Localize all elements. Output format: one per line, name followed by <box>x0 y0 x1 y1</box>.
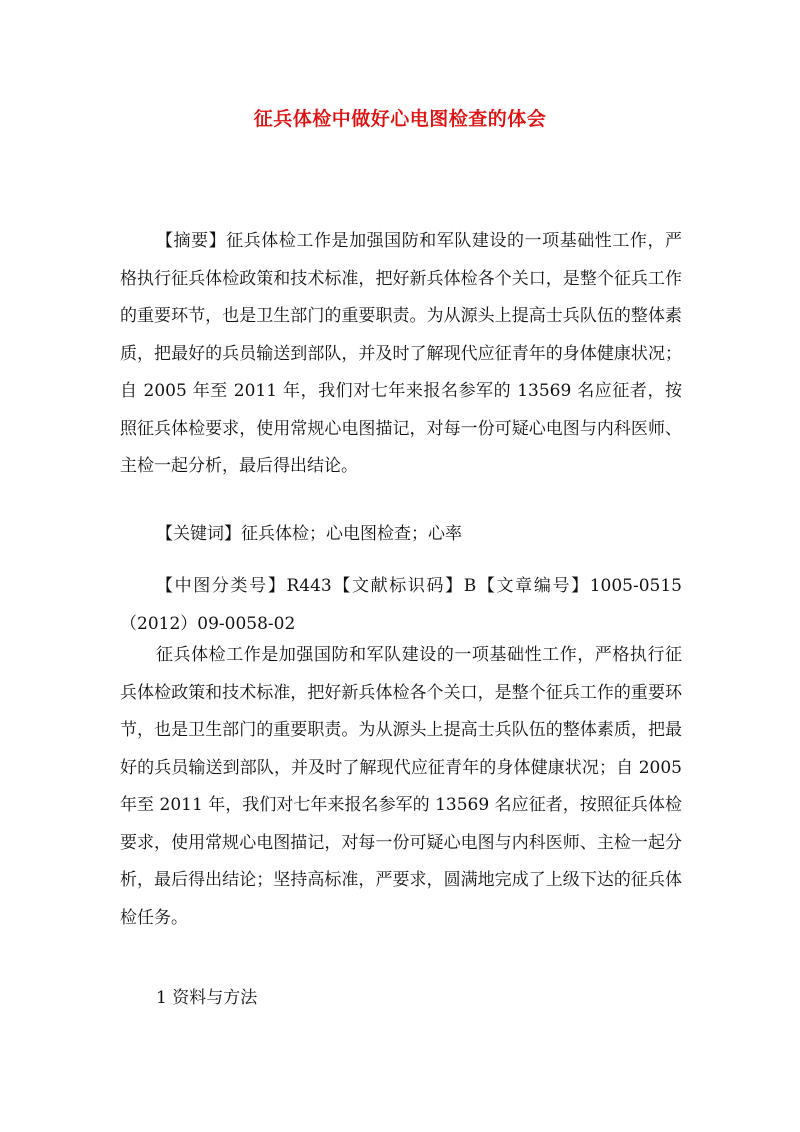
abstract-paragraph: 【摘要】征兵体检工作是加强国防和军队建设的一项基础性工作，严格执行征兵体检政策和技术标准，把好新兵体检各个关口，是整个征兵工作的重要环节，也是卫生部门的重要职责。为从源头上提高士兵队伍的整体素质，把最好的兵员输送到部队，并及时了解现代应征青年的身体健康状况；自 2005 年至 2011 年，我们对七年来报名参军的 13569 名应征者，按照征兵体检要求，使用常规心电图描记，对每一份可疑心电图与内科医师、主检一起分析，最后得出结论。 <box>120 231 682 476</box>
section-heading: 1 资料与方法 <box>156 988 258 1008</box>
keywords-line: 【关键词】征兵体检；心电图检查；心率 <box>156 524 462 544</box>
classification-line: 【中图分类号】R443【文献标识码】B【文章编号】1005-0515（2012）09-0058-02 <box>120 576 682 634</box>
main-paragraph: 征兵体检工作是加强国防和军队建设的一项基础性工作，严格执行征兵体检政策和技术标准，把好新兵体检各个关口，是整个征兵工作的重要环节，也是卫生部门的重要职责。为从源头上提高士兵队伍的整体素质，把最好的兵员输送到部队，并及时了解现代应征青年的身体健康状况；自 2005 年至 2011 年，我们对七年来报名参军的 13569 名应征者，按照征兵体检要求，使用常规心电图描记，对每一份可疑心电图与内科医师、主检一起分析，最后得出结论；坚持高标准，严要求，圆满地完成了上级下达的征兵体检任务。 <box>120 645 682 928</box>
document-title: 征兵体检中做好心电图检查的体会 <box>253 108 547 130</box>
